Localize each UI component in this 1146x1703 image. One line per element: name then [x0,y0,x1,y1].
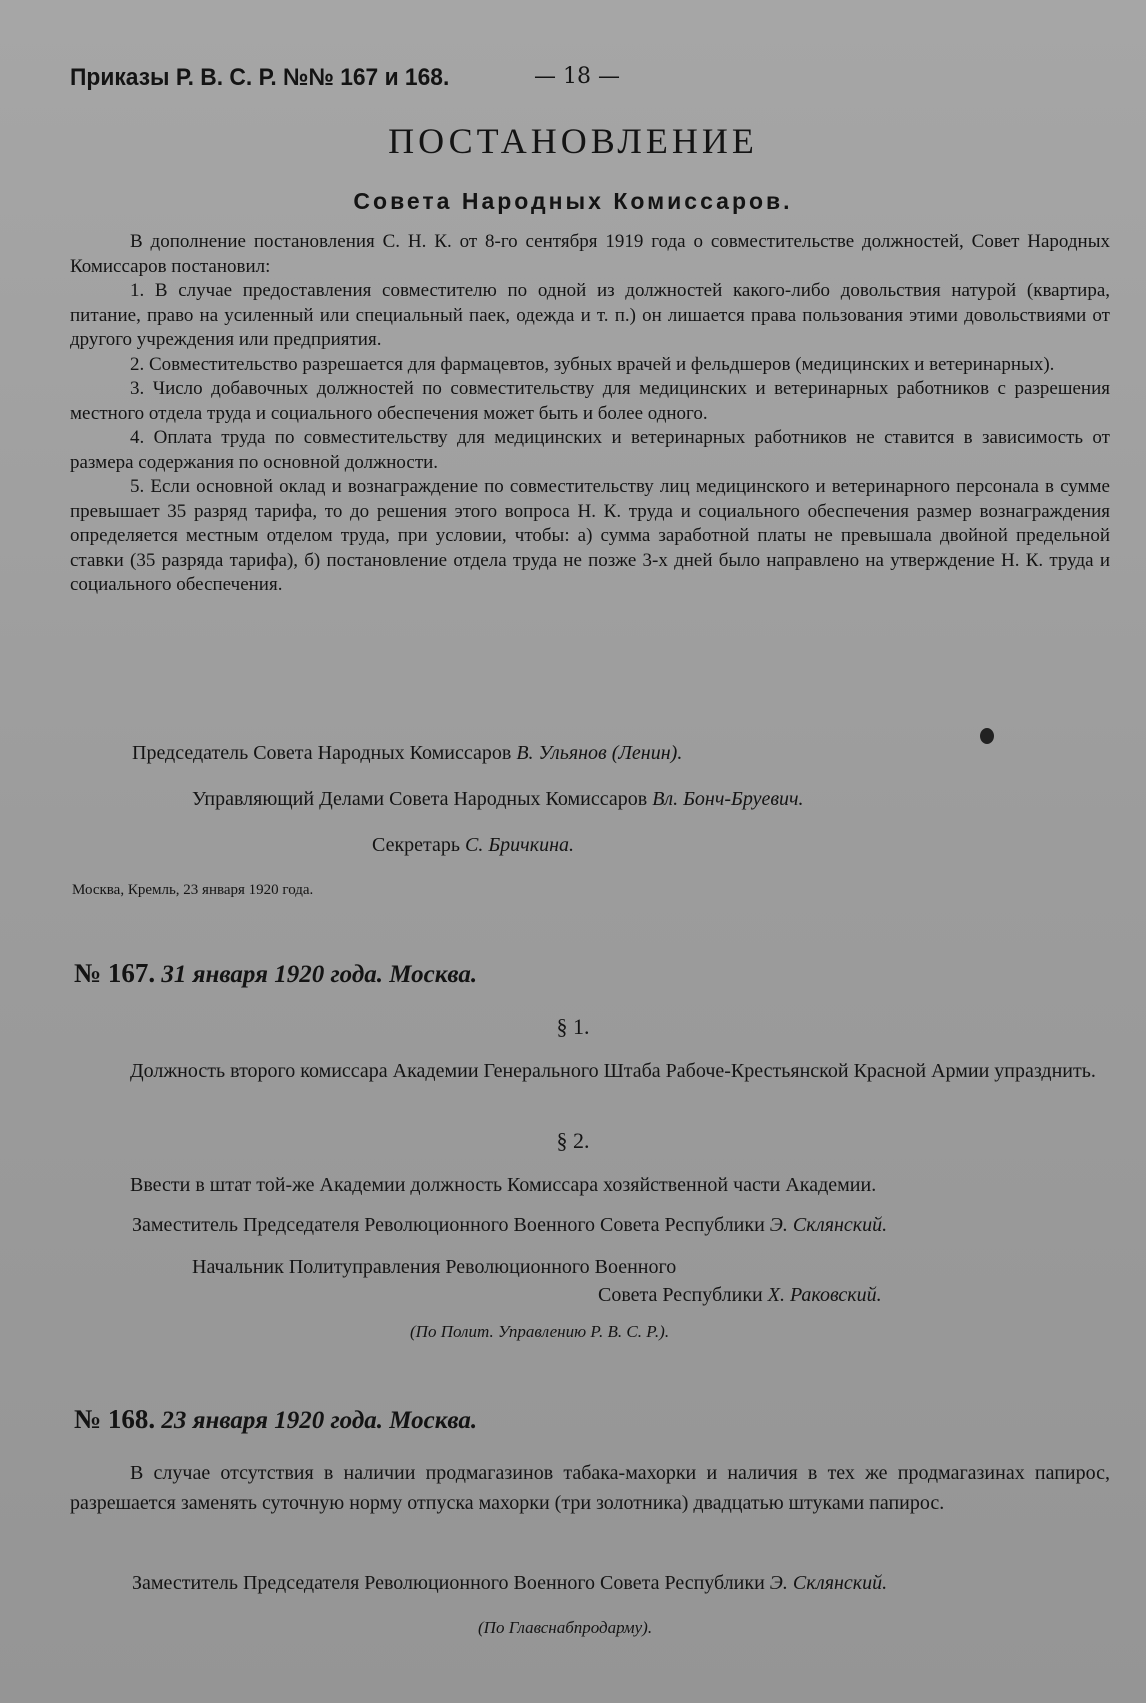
signature-name: В. Ульянов (Ленин). [516,742,683,764]
order-167-paragraph-2: Ввести в штат той-же Академии должность Комиссара хозяйственной части Академии. [130,1174,877,1196]
running-header: Приказы Р. В. С. Р. №№ 167 и 168. [70,64,450,91]
signature-name: Э. Склянский. [769,1214,888,1236]
decree-place-date: Москва, Кремль, 23 января 1920 года. [72,882,314,898]
order-date-place: 31 января 1920 года. Москва. [161,961,478,988]
order-168-signature [132,1572,887,1595]
order-168-source-note: (По Главснабпродарму). [478,1618,653,1637]
decree-title: ПОСТАНОВЛЕНИЕ [388,121,758,161]
order-168-heading [74,1404,477,1435]
decree-point-3: 3. Число добавочных должностей по совместительству для медицинских и ветеринарных работников с разрешения местного отдела труда и социального обеспечения может быть и более одного. [70,378,1110,424]
signature-role: Управляющий Делами Совета Народных Комиссаров [192,788,648,810]
signature-role: Секретарь [372,834,461,856]
ink-blot [980,728,994,744]
order-167-signature-2-line-1: Начальник Политуправления Революционного Военного [192,1256,677,1278]
order-168-text [70,1458,1110,1518]
decree-signature-1 [132,742,682,765]
order-168-paragraph: В случае отсутствия в наличии продмагазинов табака-махорки и наличия в тех же продмагазинах папирос, разрешается заменять суточную норму отпуска махорки (три золотника) двадцатью штуками папирос. [70,1462,1110,1514]
decree-body [70,230,1110,598]
order-167-signature-2-line-2 [598,1284,882,1307]
decree-point-2: 2. Совместительство разрешается для фармацевтов, зубных врачей и фельдшеров (медицинских и ветеринарных). [130,353,1055,375]
order-number: № 168. [74,1404,156,1434]
signature-name: Вл. Бонч-Бруевич. [652,788,804,810]
decree-point-4: 4. Оплата труда по совместительству для медицинских и ветеринарных работников не ставится в зависимость от размера содержания по основной должности. [70,427,1110,473]
decree-point-1: 1. В случае предоставления совместителю по одной из должностей какого-либо довольствия натурой (квартира, питание, право на усиленный или специальный паек, одежда и т. п.) он лишается права пользования этими довольствиями от другого учреждения или предприятия. [70,280,1110,350]
order-167-source-note: (По Полит. Управлению Р. В. С. Р.). [410,1322,670,1341]
signature-name: Э. Склянский. [769,1572,888,1594]
order-167-text-2 [70,1170,1110,1200]
order-167-signature-1 [132,1214,887,1237]
page-number: — 18 — [534,64,620,89]
signature-name: С. Бричкина. [465,834,575,856]
decree-signature-3 [372,834,574,857]
section-1-sign: § 1. [556,1014,590,1039]
decree-intro: В дополнение постановления С. Н. К. от 8-го сентября 1919 года о совместительстве должностей, Совет Народных Комиссаров постановил: [70,231,1110,277]
order-167-heading [74,958,477,989]
order-date-place: 23 января 1920 года. Москва. [161,1407,478,1434]
decree-point-5: 5. Если основной оклад и вознаграждение по совместительству лиц медицинского и ветеринарного персонала в сумме превышает 35 разряд тарифа, то до решения этого вопроса Н. К. труда и социального обеспечения размер вознаграждения определяется местным отделом труда, при условии, чтобы: а) сумма заработной платы не превышала двойной предельной ставки (35 разряда тарифа), б) постановление отдела труда не позже 3-х дней было направлено на утверждение Н. К. труда и социального обеспечения. [70,476,1110,595]
order-167-paragraph-1: Должность второго комиссара Академии Генерального Штаба Рабоче-Крестьянской Красной Армии упразднить. [130,1060,1096,1082]
signature-role: Заместитель Председателя Революционного Военного Совета Республики [132,1572,765,1594]
order-167-text-1 [70,1056,1110,1086]
signature-role: Заместитель Председателя Революционного Военного Совета Республики [132,1214,765,1236]
decree-signature-2 [192,788,804,811]
signature-name: Х. Раковский. [767,1284,882,1306]
section-2-sign: § 2. [556,1128,590,1153]
signature-role: Председатель Совета Народных Комиссаров [132,742,512,764]
order-number: № 167. [74,958,156,988]
decree-subtitle: Совета Народных Комиссаров. [353,188,793,214]
signature-role: Совета Республики [598,1284,763,1306]
